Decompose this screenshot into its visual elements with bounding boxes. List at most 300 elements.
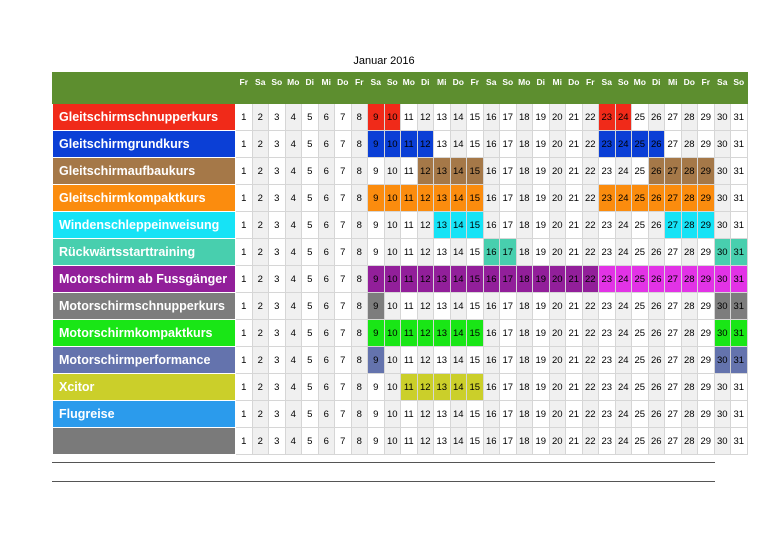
day-cell[interactable]: 18	[516, 185, 533, 212]
day-cell[interactable]: 4	[285, 131, 302, 158]
highlighted-day-cell[interactable]: 26	[648, 158, 665, 185]
day-cell[interactable]: 11	[401, 401, 418, 428]
day-cell[interactable]: 3	[269, 320, 286, 347]
day-cell[interactable]: 18	[516, 239, 533, 266]
day-cell[interactable]: 1	[236, 374, 253, 401]
day-cell[interactable]: 14	[450, 131, 467, 158]
highlighted-day-cell[interactable]: 10	[384, 185, 401, 212]
highlighted-day-cell[interactable]: 24	[615, 131, 632, 158]
highlighted-day-cell[interactable]: 16	[483, 266, 500, 293]
highlighted-day-cell[interactable]: 30	[714, 347, 731, 374]
highlighted-day-cell[interactable]: 10	[384, 320, 401, 347]
day-cell[interactable]: 13	[434, 293, 451, 320]
day-cell[interactable]: 2	[252, 374, 269, 401]
highlighted-day-cell[interactable]: 13	[434, 266, 451, 293]
day-cell[interactable]: 1	[236, 131, 253, 158]
day-cell[interactable]: 3	[269, 239, 286, 266]
highlighted-day-cell[interactable]: 10	[384, 131, 401, 158]
day-cell[interactable]: 7	[335, 158, 352, 185]
day-cell[interactable]: 10	[384, 158, 401, 185]
highlighted-day-cell[interactable]: 14	[450, 320, 467, 347]
highlighted-day-cell[interactable]: 18	[516, 266, 533, 293]
day-cell[interactable]: 26	[648, 212, 665, 239]
day-cell[interactable]: 3	[269, 347, 286, 374]
day-cell[interactable]: 7	[335, 104, 352, 131]
day-cell[interactable]: 6	[318, 158, 335, 185]
day-cell[interactable]: 8	[351, 185, 368, 212]
day-cell[interactable]: 6	[318, 401, 335, 428]
highlighted-day-cell[interactable]: 15	[467, 185, 484, 212]
day-cell[interactable]: 4	[285, 374, 302, 401]
highlighted-day-cell[interactable]: 13	[434, 374, 451, 401]
day-cell[interactable]: 10	[384, 347, 401, 374]
day-cell[interactable]: 23	[599, 239, 616, 266]
highlighted-day-cell[interactable]: 25	[632, 131, 649, 158]
highlighted-day-cell[interactable]: 24	[615, 266, 632, 293]
day-cell[interactable]: 27	[665, 428, 682, 455]
highlighted-day-cell[interactable]: 10	[384, 104, 401, 131]
day-cell[interactable]: 5	[302, 320, 319, 347]
day-cell[interactable]: 16	[483, 212, 500, 239]
day-cell[interactable]: 1	[236, 185, 253, 212]
day-cell[interactable]: 22	[582, 212, 599, 239]
highlighted-day-cell[interactable]: 9	[368, 347, 385, 374]
day-cell[interactable]: 4	[285, 266, 302, 293]
day-cell[interactable]: 26	[648, 104, 665, 131]
day-cell[interactable]: 8	[351, 374, 368, 401]
highlighted-day-cell[interactable]: 28	[681, 212, 698, 239]
day-cell[interactable]: 19	[533, 239, 550, 266]
highlighted-day-cell[interactable]: 24	[615, 104, 632, 131]
day-cell[interactable]: 5	[302, 401, 319, 428]
highlighted-day-cell[interactable]: 9	[368, 320, 385, 347]
day-cell[interactable]: 31	[731, 158, 748, 185]
day-cell[interactable]: 19	[533, 401, 550, 428]
day-cell[interactable]: 5	[302, 104, 319, 131]
day-cell[interactable]: 28	[681, 104, 698, 131]
highlighted-day-cell[interactable]: 11	[401, 266, 418, 293]
day-cell[interactable]: 4	[285, 104, 302, 131]
day-cell[interactable]: 21	[566, 320, 583, 347]
day-cell[interactable]: 2	[252, 158, 269, 185]
day-cell[interactable]: 26	[648, 428, 665, 455]
day-cell[interactable]: 20	[549, 239, 566, 266]
day-cell[interactable]: 13	[434, 347, 451, 374]
day-cell[interactable]: 22	[582, 158, 599, 185]
day-cell[interactable]: 21	[566, 401, 583, 428]
day-cell[interactable]: 19	[533, 185, 550, 212]
day-cell[interactable]: 1	[236, 347, 253, 374]
day-cell[interactable]: 6	[318, 212, 335, 239]
day-cell[interactable]: 28	[681, 347, 698, 374]
day-cell[interactable]: 17	[500, 104, 517, 131]
day-cell[interactable]: 6	[318, 293, 335, 320]
day-cell[interactable]: 1	[236, 104, 253, 131]
highlighted-day-cell[interactable]: 23	[599, 185, 616, 212]
day-cell[interactable]: 27	[665, 320, 682, 347]
day-cell[interactable]: 12	[417, 347, 434, 374]
day-cell[interactable]: 16	[483, 293, 500, 320]
day-cell[interactable]: 28	[681, 320, 698, 347]
day-cell[interactable]: 6	[318, 374, 335, 401]
highlighted-day-cell[interactable]: 13	[434, 212, 451, 239]
highlighted-day-cell[interactable]: 15	[467, 320, 484, 347]
day-cell[interactable]: 8	[351, 428, 368, 455]
day-cell[interactable]: 24	[615, 374, 632, 401]
highlighted-day-cell[interactable]: 12	[417, 374, 434, 401]
day-cell[interactable]: 2	[252, 293, 269, 320]
day-cell[interactable]: 21	[566, 185, 583, 212]
day-cell[interactable]: 8	[351, 347, 368, 374]
day-cell[interactable]: 5	[302, 212, 319, 239]
day-cell[interactable]: 15	[467, 239, 484, 266]
day-cell[interactable]: 3	[269, 185, 286, 212]
day-cell[interactable]: 14	[450, 428, 467, 455]
day-cell[interactable]: 25	[632, 401, 649, 428]
day-cell[interactable]: 10	[384, 239, 401, 266]
highlighted-day-cell[interactable]: 9	[368, 104, 385, 131]
day-cell[interactable]: 29	[698, 293, 715, 320]
day-cell[interactable]: 2	[252, 320, 269, 347]
day-cell[interactable]: 15	[467, 104, 484, 131]
day-cell[interactable]: 18	[516, 212, 533, 239]
highlighted-day-cell[interactable]: 9	[368, 293, 385, 320]
day-cell[interactable]: 22	[582, 347, 599, 374]
highlighted-day-cell[interactable]: 13	[434, 320, 451, 347]
day-cell[interactable]: 7	[335, 266, 352, 293]
day-cell[interactable]: 24	[615, 320, 632, 347]
day-cell[interactable]: 28	[681, 401, 698, 428]
highlighted-day-cell[interactable]: 19	[533, 266, 550, 293]
day-cell[interactable]: 21	[566, 104, 583, 131]
day-cell[interactable]: 9	[368, 239, 385, 266]
day-cell[interactable]: 11	[401, 104, 418, 131]
highlighted-day-cell[interactable]: 14	[450, 374, 467, 401]
highlighted-day-cell[interactable]: 14	[450, 266, 467, 293]
day-cell[interactable]: 27	[665, 131, 682, 158]
day-cell[interactable]: 5	[302, 266, 319, 293]
day-cell[interactable]: 31	[731, 212, 748, 239]
day-cell[interactable]: 23	[599, 374, 616, 401]
day-cell[interactable]: 3	[269, 158, 286, 185]
day-cell[interactable]: 24	[615, 212, 632, 239]
day-cell[interactable]: 20	[549, 374, 566, 401]
highlighted-day-cell[interactable]: 15	[467, 212, 484, 239]
highlighted-day-cell[interactable]: 23	[599, 131, 616, 158]
day-cell[interactable]: 18	[516, 374, 533, 401]
day-cell[interactable]: 12	[417, 428, 434, 455]
day-cell[interactable]: 22	[582, 185, 599, 212]
day-cell[interactable]: 2	[252, 401, 269, 428]
day-cell[interactable]: 25	[632, 293, 649, 320]
day-cell[interactable]: 4	[285, 158, 302, 185]
highlighted-day-cell[interactable]: 11	[401, 320, 418, 347]
day-cell[interactable]: 26	[648, 347, 665, 374]
day-cell[interactable]: 8	[351, 239, 368, 266]
highlighted-day-cell[interactable]: 13	[434, 185, 451, 212]
day-cell[interactable]: 22	[582, 374, 599, 401]
day-cell[interactable]: 12	[417, 239, 434, 266]
day-cell[interactable]: 14	[450, 401, 467, 428]
day-cell[interactable]: 5	[302, 293, 319, 320]
highlighted-day-cell[interactable]: 13	[434, 158, 451, 185]
day-cell[interactable]: 17	[500, 320, 517, 347]
day-cell[interactable]: 18	[516, 428, 533, 455]
day-cell[interactable]: 15	[467, 131, 484, 158]
day-cell[interactable]: 7	[335, 347, 352, 374]
day-cell[interactable]: 4	[285, 428, 302, 455]
day-cell[interactable]: 17	[500, 428, 517, 455]
day-cell[interactable]: 16	[483, 104, 500, 131]
day-cell[interactable]: 24	[615, 239, 632, 266]
day-cell[interactable]: 2	[252, 104, 269, 131]
day-cell[interactable]: 25	[632, 347, 649, 374]
day-cell[interactable]: 2	[252, 131, 269, 158]
day-cell[interactable]: 13	[434, 104, 451, 131]
day-cell[interactable]: 8	[351, 158, 368, 185]
day-cell[interactable]: 1	[236, 158, 253, 185]
day-cell[interactable]: 2	[252, 428, 269, 455]
day-cell[interactable]: 6	[318, 131, 335, 158]
day-cell[interactable]: 14	[450, 239, 467, 266]
highlighted-day-cell[interactable]: 14	[450, 212, 467, 239]
day-cell[interactable]: 10	[384, 293, 401, 320]
day-cell[interactable]: 21	[566, 239, 583, 266]
day-cell[interactable]: 7	[335, 239, 352, 266]
day-cell[interactable]: 6	[318, 347, 335, 374]
day-cell[interactable]: 14	[450, 347, 467, 374]
day-cell[interactable]: 30	[714, 212, 731, 239]
day-cell[interactable]: 28	[681, 374, 698, 401]
highlighted-day-cell[interactable]: 28	[681, 266, 698, 293]
day-cell[interactable]: 23	[599, 293, 616, 320]
highlighted-day-cell[interactable]: 27	[665, 266, 682, 293]
highlighted-day-cell[interactable]: 16	[483, 239, 500, 266]
day-cell[interactable]: 6	[318, 104, 335, 131]
day-cell[interactable]: 23	[599, 428, 616, 455]
day-cell[interactable]: 18	[516, 401, 533, 428]
highlighted-day-cell[interactable]: 20	[549, 266, 566, 293]
day-cell[interactable]: 20	[549, 185, 566, 212]
day-cell[interactable]: 8	[351, 212, 368, 239]
day-cell[interactable]: 24	[615, 347, 632, 374]
day-cell[interactable]: 5	[302, 185, 319, 212]
day-cell[interactable]: 4	[285, 212, 302, 239]
day-cell[interactable]: 29	[698, 374, 715, 401]
day-cell[interactable]: 21	[566, 374, 583, 401]
day-cell[interactable]: 30	[714, 401, 731, 428]
day-cell[interactable]: 29	[698, 347, 715, 374]
day-cell[interactable]: 3	[269, 212, 286, 239]
day-cell[interactable]: 29	[698, 320, 715, 347]
day-cell[interactable]: 26	[648, 293, 665, 320]
day-cell[interactable]: 29	[698, 401, 715, 428]
day-cell[interactable]: 25	[632, 212, 649, 239]
day-cell[interactable]: 1	[236, 401, 253, 428]
highlighted-day-cell[interactable]: 28	[681, 185, 698, 212]
day-cell[interactable]: 28	[681, 293, 698, 320]
day-cell[interactable]: 25	[632, 374, 649, 401]
day-cell[interactable]: 9	[368, 428, 385, 455]
day-cell[interactable]: 30	[714, 158, 731, 185]
day-cell[interactable]: 6	[318, 185, 335, 212]
day-cell[interactable]: 22	[582, 104, 599, 131]
day-cell[interactable]: 23	[599, 158, 616, 185]
day-cell[interactable]: 3	[269, 131, 286, 158]
day-cell[interactable]: 28	[681, 428, 698, 455]
day-cell[interactable]: 7	[335, 428, 352, 455]
highlighted-day-cell[interactable]: 29	[698, 185, 715, 212]
highlighted-day-cell[interactable]: 9	[368, 266, 385, 293]
day-cell[interactable]: 27	[665, 293, 682, 320]
day-cell[interactable]: 27	[665, 374, 682, 401]
highlighted-day-cell[interactable]: 29	[698, 212, 715, 239]
day-cell[interactable]: 19	[533, 428, 550, 455]
day-cell[interactable]: 16	[483, 401, 500, 428]
day-cell[interactable]: 6	[318, 428, 335, 455]
day-cell[interactable]: 2	[252, 185, 269, 212]
highlighted-day-cell[interactable]: 26	[648, 185, 665, 212]
highlighted-day-cell[interactable]: 30	[714, 293, 731, 320]
highlighted-day-cell[interactable]: 23	[599, 266, 616, 293]
day-cell[interactable]: 21	[566, 428, 583, 455]
day-cell[interactable]: 16	[483, 185, 500, 212]
day-cell[interactable]: 18	[516, 104, 533, 131]
highlighted-day-cell[interactable]: 24	[615, 185, 632, 212]
day-cell[interactable]: 9	[368, 212, 385, 239]
highlighted-day-cell[interactable]: 11	[401, 185, 418, 212]
day-cell[interactable]: 23	[599, 347, 616, 374]
highlighted-day-cell[interactable]: 31	[731, 320, 748, 347]
day-cell[interactable]: 17	[500, 158, 517, 185]
day-cell[interactable]: 6	[318, 239, 335, 266]
highlighted-day-cell[interactable]: 11	[401, 374, 418, 401]
day-cell[interactable]: 27	[665, 239, 682, 266]
day-cell[interactable]: 14	[450, 293, 467, 320]
day-cell[interactable]: 5	[302, 158, 319, 185]
day-cell[interactable]: 20	[549, 212, 566, 239]
day-cell[interactable]: 10	[384, 374, 401, 401]
day-cell[interactable]: 8	[351, 131, 368, 158]
highlighted-day-cell[interactable]: 30	[714, 320, 731, 347]
day-cell[interactable]: 16	[483, 374, 500, 401]
day-cell[interactable]: 3	[269, 293, 286, 320]
day-cell[interactable]: 23	[599, 212, 616, 239]
day-cell[interactable]: 21	[566, 131, 583, 158]
day-cell[interactable]: 8	[351, 320, 368, 347]
day-cell[interactable]: 19	[533, 104, 550, 131]
highlighted-day-cell[interactable]: 12	[417, 185, 434, 212]
day-cell[interactable]: 7	[335, 185, 352, 212]
day-cell[interactable]: 31	[731, 401, 748, 428]
day-cell[interactable]: 4	[285, 347, 302, 374]
day-cell[interactable]: 4	[285, 401, 302, 428]
day-cell[interactable]: 21	[566, 347, 583, 374]
highlighted-day-cell[interactable]: 14	[450, 185, 467, 212]
highlighted-day-cell[interactable]: 21	[566, 266, 583, 293]
highlighted-day-cell[interactable]: 14	[450, 158, 467, 185]
day-cell[interactable]: 18	[516, 347, 533, 374]
highlighted-day-cell[interactable]: 12	[417, 131, 434, 158]
day-cell[interactable]: 23	[599, 401, 616, 428]
day-cell[interactable]: 6	[318, 320, 335, 347]
day-cell[interactable]: 31	[731, 428, 748, 455]
day-cell[interactable]: 17	[500, 185, 517, 212]
highlighted-day-cell[interactable]: 28	[681, 158, 698, 185]
day-cell[interactable]: 26	[648, 239, 665, 266]
day-cell[interactable]: 24	[615, 158, 632, 185]
day-cell[interactable]: 3	[269, 266, 286, 293]
day-cell[interactable]: 1	[236, 320, 253, 347]
day-cell[interactable]: 3	[269, 401, 286, 428]
day-cell[interactable]: 20	[549, 158, 566, 185]
day-cell[interactable]: 16	[483, 131, 500, 158]
day-cell[interactable]: 8	[351, 401, 368, 428]
day-cell[interactable]: 12	[417, 212, 434, 239]
day-cell[interactable]: 13	[434, 401, 451, 428]
day-cell[interactable]: 31	[731, 185, 748, 212]
day-cell[interactable]: 3	[269, 428, 286, 455]
highlighted-day-cell[interactable]: 12	[417, 266, 434, 293]
day-cell[interactable]: 25	[632, 320, 649, 347]
day-cell[interactable]: 19	[533, 131, 550, 158]
day-cell[interactable]: 29	[698, 428, 715, 455]
day-cell[interactable]: 7	[335, 374, 352, 401]
highlighted-day-cell[interactable]: 15	[467, 374, 484, 401]
day-cell[interactable]: 2	[252, 266, 269, 293]
day-cell[interactable]: 8	[351, 104, 368, 131]
day-cell[interactable]: 15	[467, 401, 484, 428]
day-cell[interactable]: 22	[582, 428, 599, 455]
day-cell[interactable]: 31	[731, 374, 748, 401]
day-cell[interactable]: 28	[681, 131, 698, 158]
day-cell[interactable]: 11	[401, 347, 418, 374]
highlighted-day-cell[interactable]: 22	[582, 266, 599, 293]
day-cell[interactable]: 3	[269, 104, 286, 131]
day-cell[interactable]: 30	[714, 104, 731, 131]
highlighted-day-cell[interactable]: 9	[368, 185, 385, 212]
day-cell[interactable]: 11	[401, 212, 418, 239]
day-cell[interactable]: 13	[434, 131, 451, 158]
day-cell[interactable]: 15	[467, 428, 484, 455]
day-cell[interactable]: 23	[599, 320, 616, 347]
day-cell[interactable]: 31	[731, 104, 748, 131]
highlighted-day-cell[interactable]: 31	[731, 347, 748, 374]
highlighted-day-cell[interactable]: 26	[648, 266, 665, 293]
highlighted-day-cell[interactable]: 10	[384, 266, 401, 293]
day-cell[interactable]: 5	[302, 131, 319, 158]
day-cell[interactable]: 12	[417, 401, 434, 428]
day-cell[interactable]: 20	[549, 131, 566, 158]
day-cell[interactable]: 20	[549, 401, 566, 428]
day-cell[interactable]: 24	[615, 401, 632, 428]
day-cell[interactable]: 22	[582, 293, 599, 320]
day-cell[interactable]: 27	[665, 104, 682, 131]
day-cell[interactable]: 18	[516, 158, 533, 185]
day-cell[interactable]: 19	[533, 158, 550, 185]
day-cell[interactable]: 19	[533, 347, 550, 374]
day-cell[interactable]: 5	[302, 428, 319, 455]
day-cell[interactable]: 20	[549, 293, 566, 320]
day-cell[interactable]: 4	[285, 185, 302, 212]
highlighted-day-cell[interactable]: 31	[731, 266, 748, 293]
highlighted-day-cell[interactable]: 29	[698, 266, 715, 293]
day-cell[interactable]: 11	[401, 428, 418, 455]
highlighted-day-cell[interactable]: 30	[714, 266, 731, 293]
day-cell[interactable]: 30	[714, 374, 731, 401]
day-cell[interactable]: 14	[450, 104, 467, 131]
day-cell[interactable]: 1	[236, 266, 253, 293]
